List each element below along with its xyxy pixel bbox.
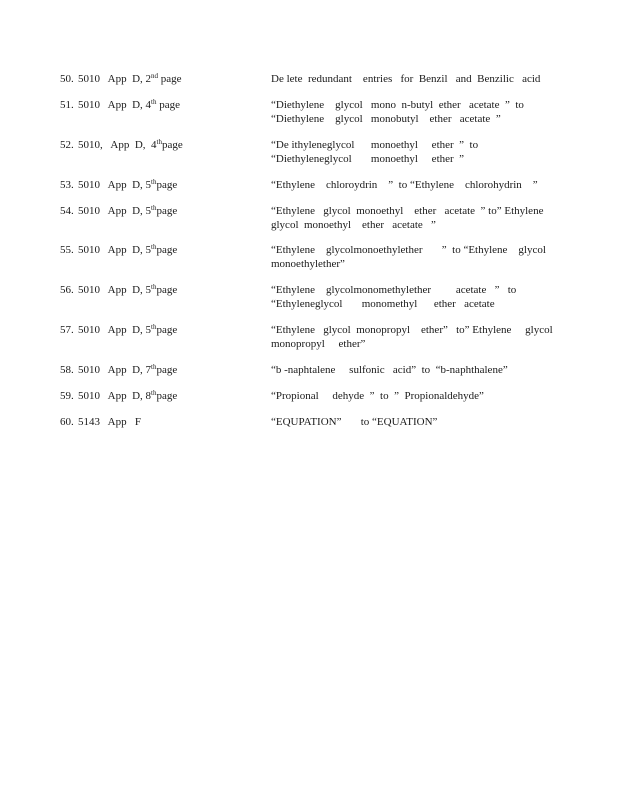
item-description: “EQUPATION” to “EQUATION” bbox=[271, 416, 438, 428]
item-description: “Ethylene glycol monopropyl ether” to” Ethylene glycol monopropyl ether” bbox=[271, 324, 553, 350]
item-reference: 5143 App F bbox=[78, 416, 141, 428]
item-number: 51. bbox=[60, 99, 74, 111]
item-reference: 5010 App D, 7thpage bbox=[78, 363, 178, 376]
item-number: 56. bbox=[60, 284, 74, 296]
item-description: “De ithyleneglycol monoethyl ether ” to “Diethyleneglycol monoethyl ether ” bbox=[271, 139, 479, 165]
item-reference: 5010 App D, 5thpage bbox=[78, 323, 178, 336]
item-reference: 5010 App D, 4th page bbox=[78, 98, 180, 111]
item-number: 57. bbox=[60, 324, 74, 336]
item-description: “Diethylene glycol mono n-butyl ether acetate ” to “Diethylene glycol monobutyl ether acetate ” bbox=[271, 99, 524, 125]
item-description: “Ethylene glycolmonoethylether ” to “Ethylene glycol monoethylether” bbox=[271, 244, 546, 270]
item-number: 53. bbox=[60, 179, 74, 191]
item-number: 55. bbox=[60, 244, 74, 256]
item-reference: 5010 App D, 5thpage bbox=[78, 178, 178, 191]
item-description: “Ethylene glycolmonomethylether acetate ” to “Ethyleneglycol monomethyl ether acetate bbox=[271, 284, 517, 310]
item-number: 60. bbox=[60, 416, 74, 428]
item-description: De lete redundant entries for Benzil and Benzilic acid bbox=[271, 73, 541, 85]
item-reference: 5010 App D, 2nd page bbox=[78, 72, 182, 85]
item-reference: 5010 App D, 5thpage bbox=[78, 243, 178, 256]
item-number: 54. bbox=[60, 205, 74, 217]
item-reference: 5010 App D, 8thpage bbox=[78, 389, 178, 402]
item-number: 59. bbox=[60, 390, 74, 402]
item-reference: 5010 App D, 5thpage bbox=[78, 283, 178, 296]
item-description: “Ethylene chloroydrin ” to “Ethylene chlorohydrin ” bbox=[271, 179, 538, 191]
item-description: “Propional dehyde ” to ” Propionaldehyde” bbox=[271, 390, 484, 402]
item-number: 58. bbox=[60, 364, 74, 376]
item-reference: 5010, App D, 4thpage bbox=[78, 138, 183, 151]
item-number: 50. bbox=[60, 73, 74, 85]
item-reference: 5010 App D, 5thpage bbox=[78, 204, 178, 217]
item-description: “Ethylene glycol monoethyl ether acetate ” to” Ethylene glycol monoethyl ether acetate ” bbox=[271, 205, 544, 231]
item-description: “b -naphtalene sulfonic acid” to “b-naphthalene” bbox=[271, 364, 508, 376]
item-number: 52. bbox=[60, 139, 74, 151]
